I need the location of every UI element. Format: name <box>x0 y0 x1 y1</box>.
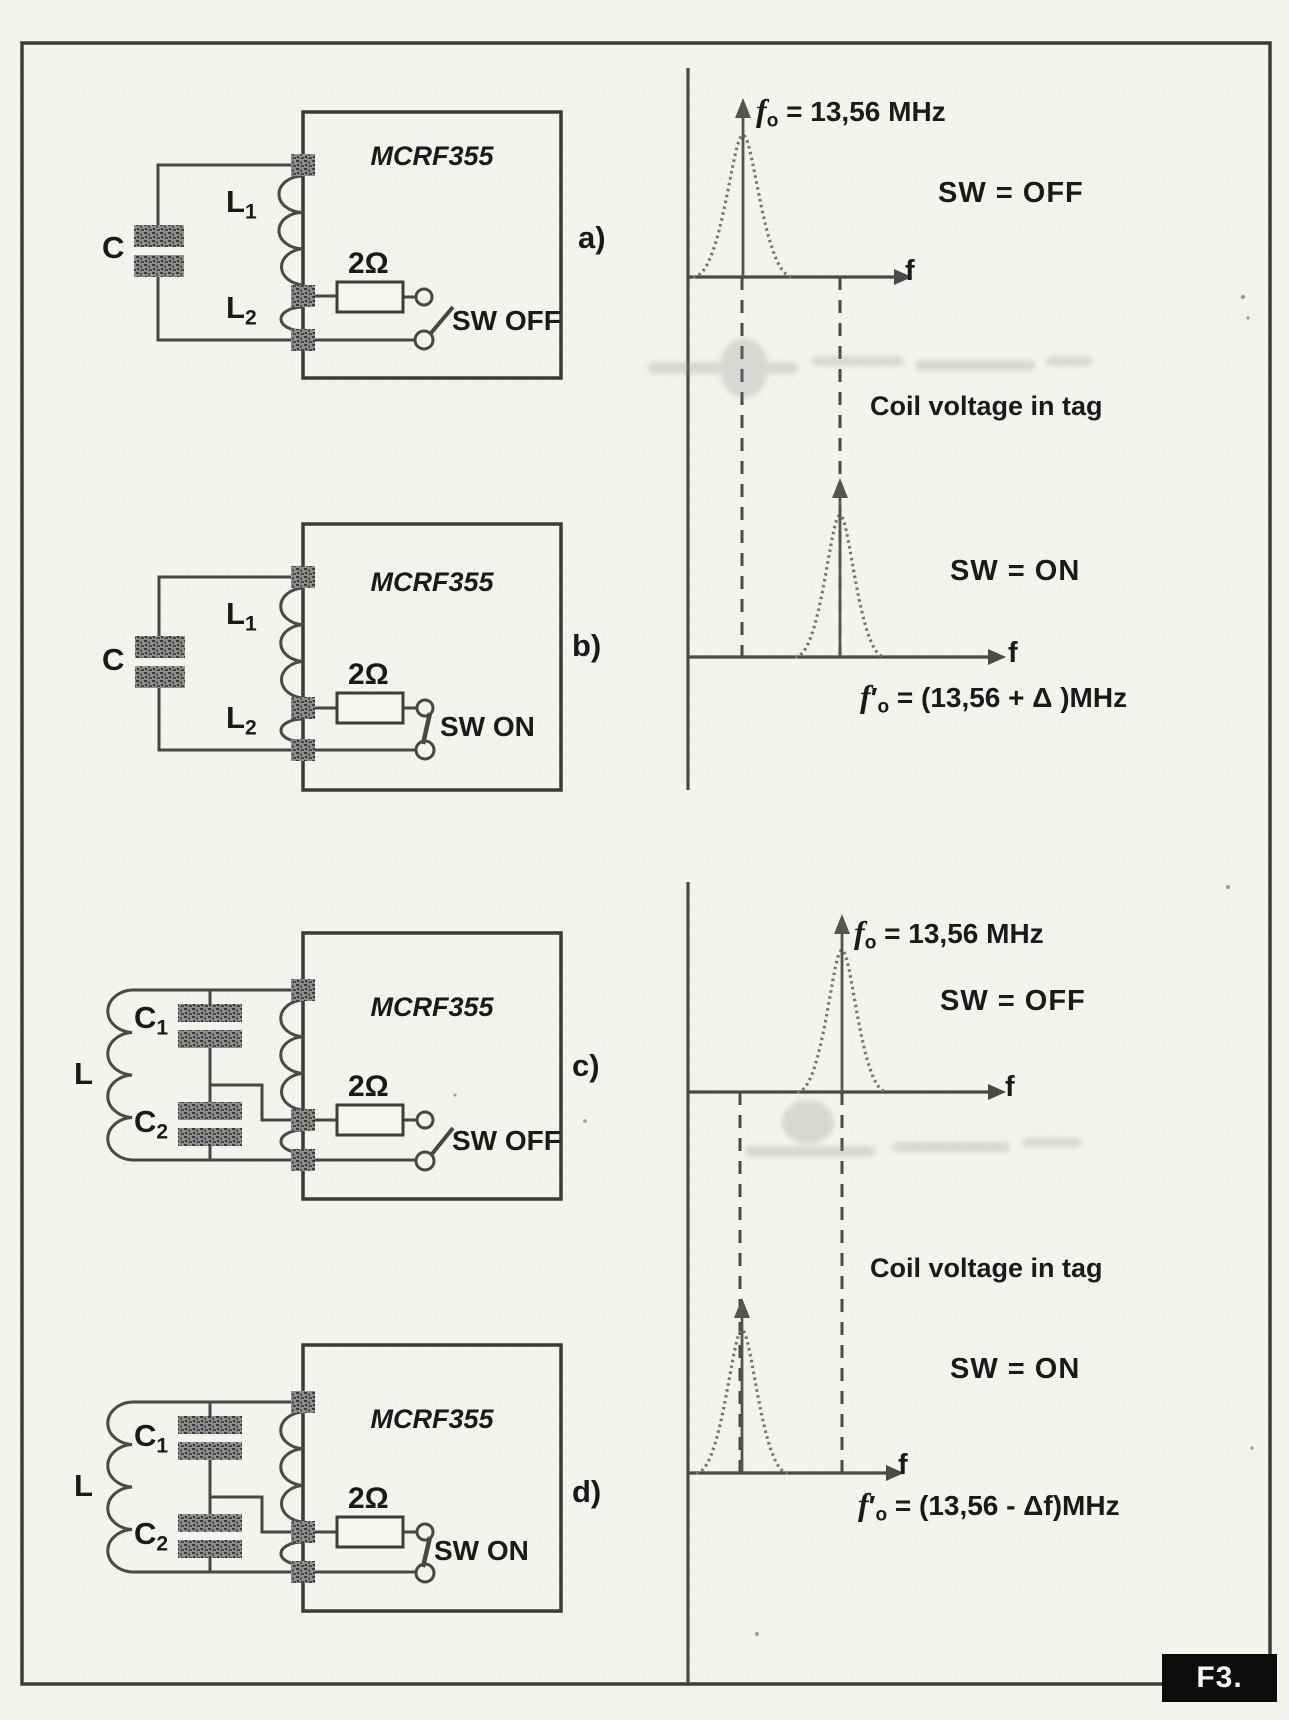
cap-bottom-label-c: $C_2$ <box>134 1104 169 1144</box>
freq-axis-label-bottom-off: f <box>1005 1071 1015 1103</box>
freq-axis-label-bottom-on: f <box>898 1449 908 1481</box>
figure-border <box>22 43 1270 1684</box>
resistor-label-c: 2Ω <box>348 1070 389 1103</box>
shifted-frequency-label-top: $f'_o = (13,56 + \Delta$ )MHz <box>860 678 1128 718</box>
circuit-c-art <box>108 933 561 1199</box>
coil-bottom-label-a: $L_2$ <box>226 290 257 330</box>
figure-number-text: F3. <box>1196 1661 1243 1694</box>
resistor-label-d: 2Ω <box>348 1482 389 1515</box>
capacitor-label-a: C <box>102 230 125 265</box>
peak-frequency-label-top: $f_o = 13,56$ MHz <box>756 92 946 132</box>
switch-on-state-bottom: SW = ON <box>950 1353 1081 1385</box>
coil-voltage-caption-top: Coil voltage in tag <box>870 391 1103 421</box>
scan-smudge-bottom <box>745 1100 1082 1157</box>
switch-state-d: SW ON <box>434 1535 529 1566</box>
switch-on-state-top: SW = ON <box>950 555 1081 587</box>
chip-label-b: MCRF355 <box>370 567 494 597</box>
inductor-label-d: L <box>74 1468 93 1503</box>
shifted-frequency-label-bottom: $f'_o = (13,56 - \Delta f)MHz$ <box>858 1486 1120 1526</box>
chip-label-d: MCRF355 <box>370 1404 494 1434</box>
freq-axis-label-top-on: f <box>1008 637 1018 669</box>
peak-frequency-label-bottom: $f_o = 13,56$ MHz <box>854 914 1044 954</box>
cap-top-label-d: $C_1$ <box>134 1418 169 1458</box>
chip-label-a: MCRF355 <box>370 141 494 171</box>
coil-top-label-b: $L_1$ <box>226 596 257 636</box>
circuit-tag-d: d) <box>572 1474 602 1509</box>
chip-label-c: MCRF355 <box>370 992 494 1022</box>
cap-top-label-c: $C_1$ <box>134 1000 169 1040</box>
circuit-d-art <box>108 1345 561 1611</box>
switch-off-state-top: SW = OFF <box>938 177 1084 209</box>
figure-number-badge <box>1162 1654 1277 1702</box>
freq-axis-label-top-off: f <box>905 255 915 287</box>
circuit-b-art <box>135 524 561 790</box>
scan-specks <box>454 295 1254 1636</box>
switch-off-state-bottom: SW = OFF <box>940 985 1086 1017</box>
circuit-tag-b: b) <box>572 628 602 663</box>
inductor-label-c: L <box>74 1056 93 1091</box>
switch-state-c: SW OFF <box>452 1125 561 1156</box>
coil-top-label-a: $L_1$ <box>226 184 257 224</box>
switch-state-a: SW OFF <box>452 305 561 336</box>
circuit-tag-c: c) <box>572 1048 600 1083</box>
resistor-label-a: 2Ω <box>348 247 389 280</box>
cap-bottom-label-d: $C_2$ <box>134 1516 169 1556</box>
circuit-tag-a: a) <box>578 220 606 255</box>
resistor-label-b: 2Ω <box>348 658 389 691</box>
scan-smudge-top <box>648 338 1092 398</box>
switch-state-b: SW ON <box>440 711 535 742</box>
coil-voltage-caption-bottom: Coil voltage in tag <box>870 1253 1103 1283</box>
coil-bottom-label-b: $L_2$ <box>226 700 257 740</box>
capacitor-label-b: C <box>102 642 125 677</box>
